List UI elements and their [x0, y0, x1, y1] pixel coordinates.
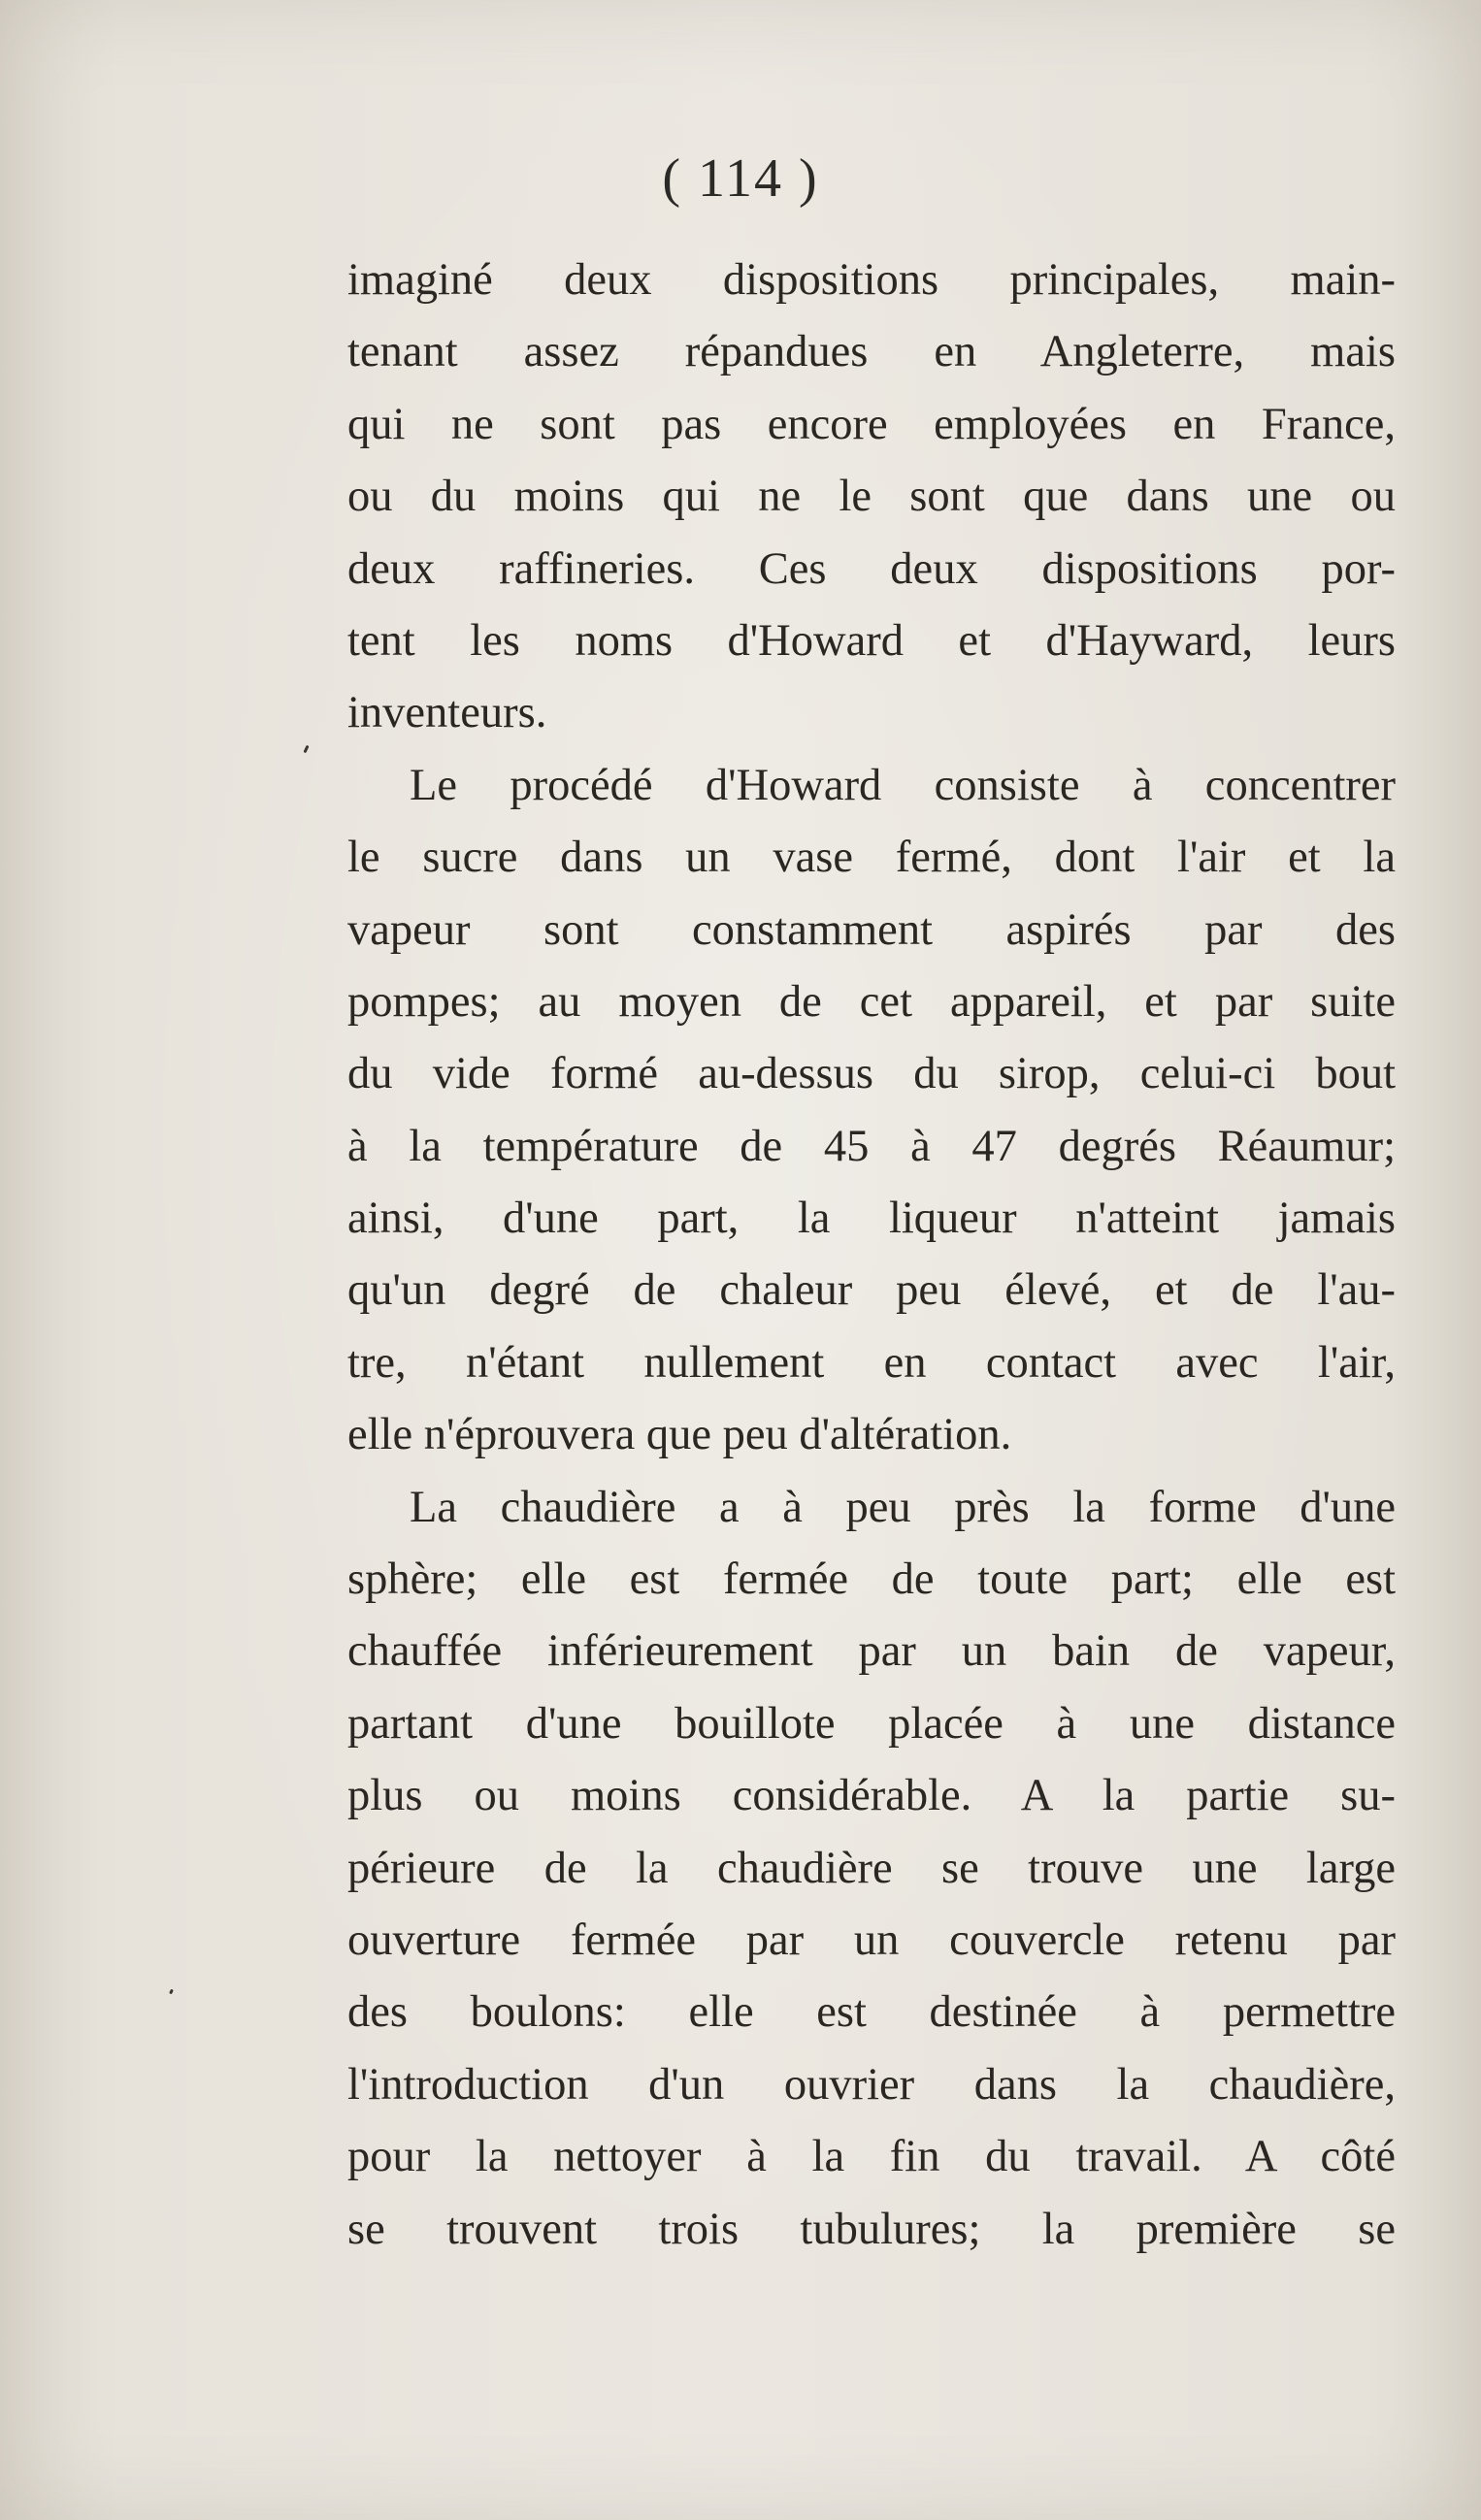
paragraph-start-line: La chaudière a à peu près la forme d'une	[410, 1482, 1396, 1532]
text-line: tenant assez répandues en Angleterre, mais	[347, 327, 1396, 377]
text-line: se trouvent trois tubulures; la première se	[347, 2204, 1396, 2254]
ink-speck	[303, 745, 309, 754]
text-line: deux raffineries. Ces deux dispositions por-	[347, 543, 1396, 594]
ink-speck	[169, 1989, 174, 1995]
text-line: à la température de 45 à 47 degrés Réaumur;	[347, 1121, 1396, 1171]
paragraph-start-line: Le procédé d'Howard consiste à concentrer	[410, 760, 1396, 810]
text-line: imaginé deux dispositions principales, main-	[347, 255, 1396, 305]
text-line: l'introduction d'un ouvrier dans la chaudière,	[347, 2059, 1396, 2110]
text-line: ouverture fermée par un couvercle retenu par	[347, 1915, 1396, 1965]
text-line: inventeurs.	[347, 688, 547, 738]
text-line: qui ne sont pas encore employées en France,	[347, 399, 1396, 449]
text-line: pour la nettoyer à la fin du travail. A côté	[347, 2132, 1396, 2182]
text-line: vapeur sont constamment aspirés par des	[347, 904, 1396, 955]
text-line: pompes; au moyen de cet appareil, et par suite	[347, 976, 1396, 1027]
text-line: qu'un degré de chaleur peu élevé, et de l'au-	[347, 1265, 1396, 1316]
page-number: ( 114 )	[662, 148, 819, 209]
text-line: du vide formé au-dessus du sirop, celui-ci bout	[347, 1049, 1396, 1099]
text-line: partant d'une bouillote placée à une distance	[347, 1698, 1396, 1749]
text-line: périeure de la chaudière se trouve une large	[347, 1843, 1396, 1893]
text-line: le sucre dans un vase fermé, dont l'air et la	[347, 833, 1396, 883]
body-text	[347, 245, 1396, 2266]
text-line: elle n'éprouvera que peu d'altération.	[347, 1410, 1012, 1460]
text-line: tent les noms d'Howard et d'Hayward, leurs	[347, 615, 1396, 666]
text-line: plus ou moins considérable. A la partie su-	[347, 1771, 1396, 1821]
text-line: des boulons: elle est destinée à permettre	[347, 1987, 1396, 2038]
text-line: tre, n'étant nullement en contact avec l'air,	[347, 1337, 1396, 1388]
text-line: ou du moins qui ne le sont que dans une ou	[347, 472, 1396, 522]
text-line: ainsi, d'une part, la liqueur n'atteint jamais	[347, 1194, 1396, 1244]
text-line: sphère; elle est fermée de toute part; elle est	[347, 1555, 1396, 1605]
text-line: chauffée inférieurement par un bain de vapeur,	[347, 1626, 1396, 1677]
